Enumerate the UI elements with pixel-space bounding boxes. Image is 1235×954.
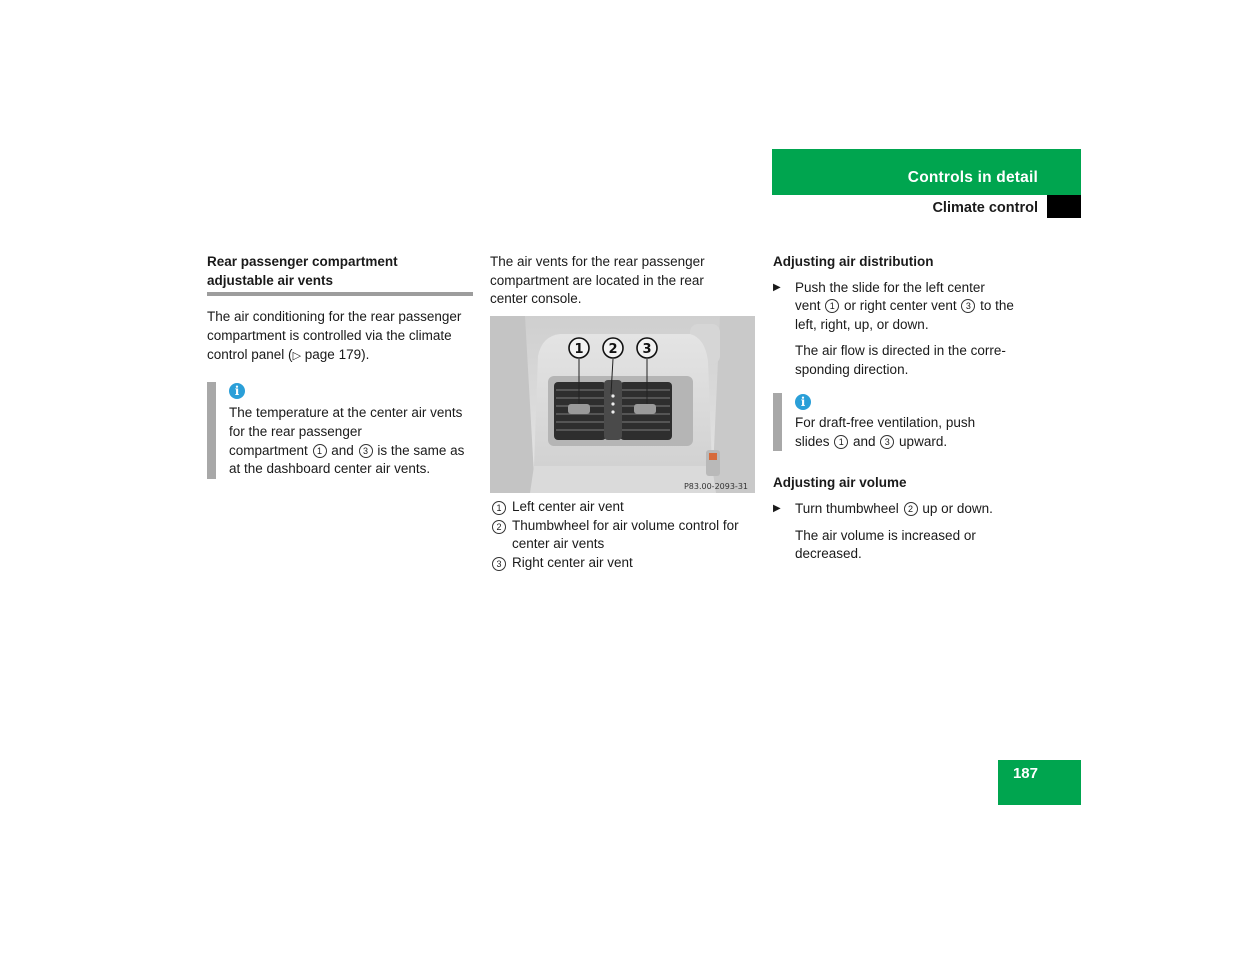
right-column xyxy=(773,253,1039,564)
section-title: Controls in detail xyxy=(907,169,1038,186)
heading-air-volume: Adjusting air volume xyxy=(773,475,907,491)
figure-code: P83.00-2093-31 xyxy=(683,482,748,491)
heading-rear-vents: Rear passenger compartment adjustable air vents xyxy=(207,254,398,288)
info-box-temperature xyxy=(207,382,473,480)
page-reference-arrow-icon: ▷ xyxy=(292,349,302,362)
callout-3-label: 3 xyxy=(642,342,652,357)
left-column xyxy=(207,253,473,479)
info-icon: i xyxy=(229,383,245,399)
vents-illustration xyxy=(490,316,755,493)
bullet-arrow-icon: ▶ xyxy=(773,281,781,293)
bullet-arrow-icon: ▶ xyxy=(773,503,781,515)
callout-number: 1 xyxy=(825,299,839,313)
figure-legend xyxy=(490,498,756,573)
callout-2-label: 2 xyxy=(608,342,618,357)
info-text: For draft-free ventilation, push slides 1 and 3 upward. xyxy=(795,414,976,449)
callout-number: 2 xyxy=(492,520,506,534)
heading-rule xyxy=(207,292,473,296)
callout-number: 2 xyxy=(904,502,918,516)
callout-1-label: 1 xyxy=(574,342,584,357)
section-header-bar xyxy=(772,149,1081,195)
callout-number: 3 xyxy=(359,444,373,458)
info-box-draft-free xyxy=(773,393,1039,451)
rear-console-vents-figure xyxy=(490,316,755,493)
subsection-title: Climate control xyxy=(932,200,1038,216)
callout-number: 3 xyxy=(492,557,506,571)
step-push-slide: ▶ Push the slide for the left center vent 1 or right center vent 3 to the left, right, up, or down. xyxy=(773,279,1014,333)
result-air-flow: The air flow is directed in the corre- sponding direction. xyxy=(795,342,1006,377)
result-air-volume: The air volume is increased or decreased. xyxy=(795,527,976,562)
page-number-box xyxy=(998,760,1081,805)
callout-number: 3 xyxy=(880,435,894,449)
intro-paragraph: The air conditioning for the rear passenger compartment is controlled via the climate control panel (▷ page 179). xyxy=(207,309,462,362)
info-text: The temperature at the center air vents for the rear passenger compartment 1 and 3 is the same as at the dashboard center air vents. xyxy=(229,405,465,477)
callout-number: 3 xyxy=(961,299,975,313)
legend-item: 1 Left center air vent xyxy=(490,498,756,517)
callout-number: 1 xyxy=(492,501,506,515)
page-number: 187 xyxy=(1012,765,1038,782)
intro-vents-location: The air vents for the rear passenger compartment are located in the rear center console. xyxy=(490,254,705,307)
step-turn-thumbwheel: ▶ Turn thumbwheel 2 up or down. xyxy=(773,500,1039,519)
callout-number: 1 xyxy=(834,435,848,449)
legend-item: 2 Thumbwheel for air volume control for center air vents xyxy=(490,517,756,554)
heading-air-distribution: Adjusting air distribution xyxy=(773,254,934,269)
header-marker-block xyxy=(1047,195,1081,218)
legend-item: 3 Right center air vent xyxy=(490,554,756,573)
callout-number: 1 xyxy=(313,444,327,458)
info-icon: i xyxy=(795,394,811,410)
